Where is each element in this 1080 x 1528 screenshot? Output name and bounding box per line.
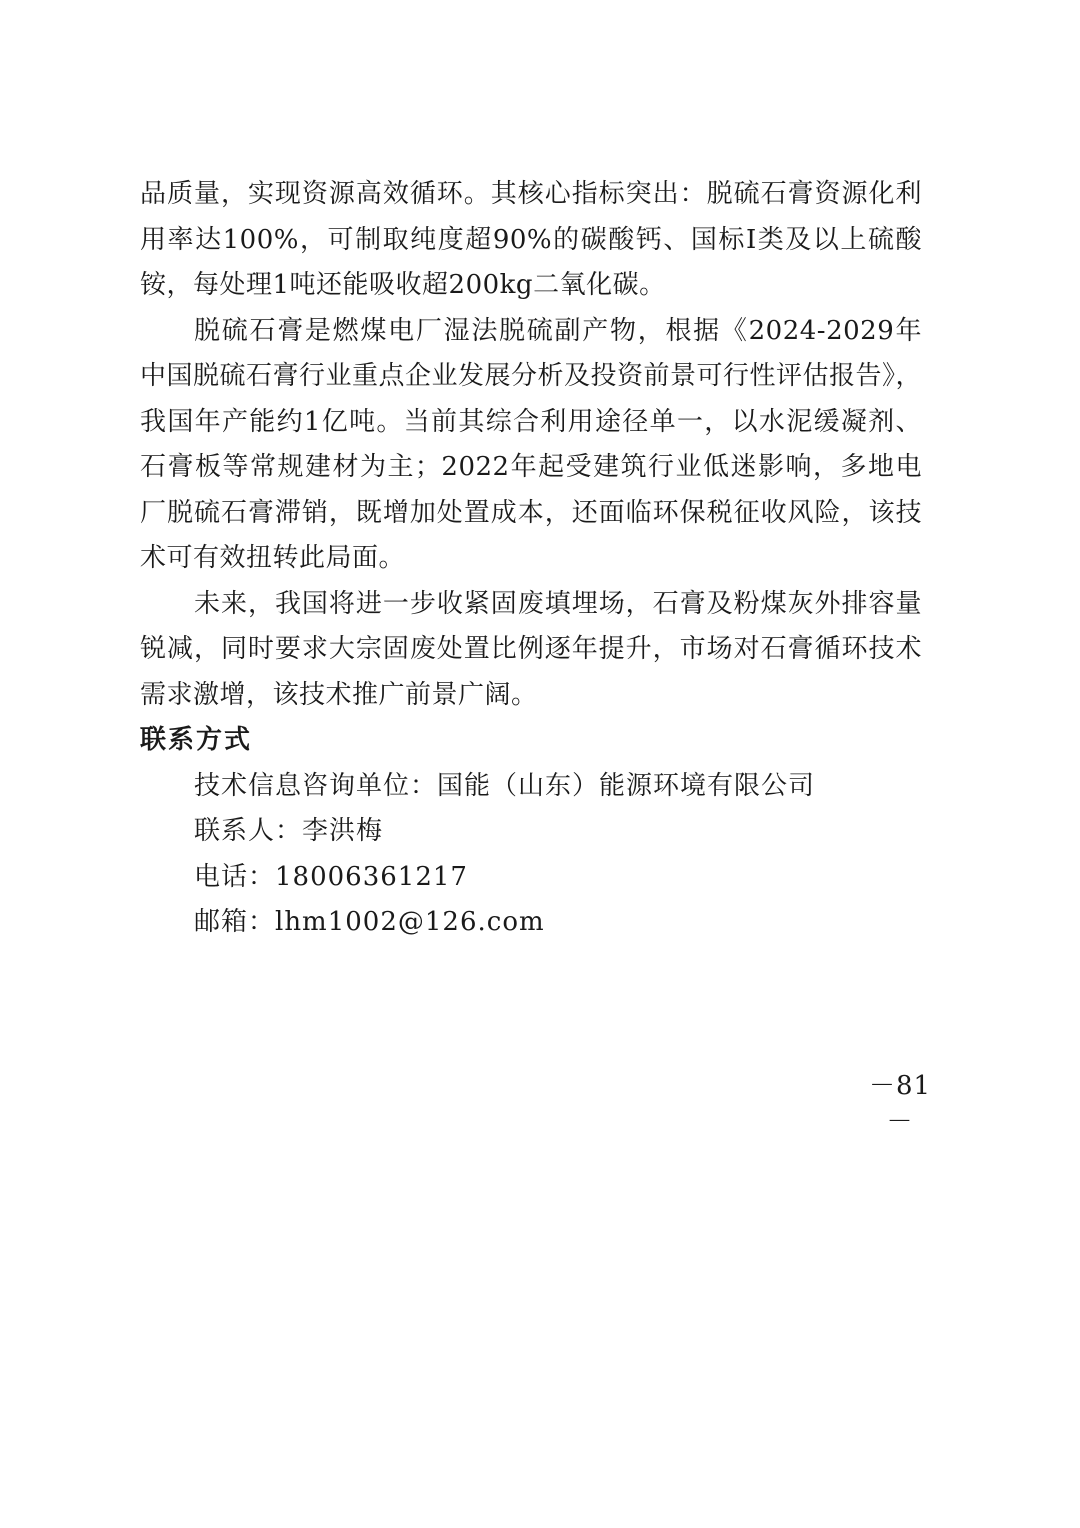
body-paragraph-2: 脱硫石膏是燃煤电厂湿法脱硫副产物，根据《2024-2029年中国脱硫石膏行业重点企业发展分析及投资前景可行性评估报告》，我国年产能约1亿吨。当前其综合利用途径单一，以水泥缓凝剂、石膏板等常规建材为主；2022年起受建筑行业低迷影响，多地电厂脱硫石膏滞销，既增加处置成本，还面临环保税征收风险，该技术可有效扭转此局面。 — [140, 315, 923, 573]
contact-unit: 技术信息咨询单位：国能（山东）能源环境有限公司 — [194, 770, 816, 801]
contact-person: 联系人：李洪梅 — [194, 816, 384, 846]
page-body — [140, 172, 922, 946]
contact-phone: 电话：18006361217 — [194, 861, 468, 892]
contact-heading: 联系方式 — [140, 725, 253, 755]
page-number: －81－ — [868, 1071, 932, 1137]
contact-email: 邮箱：lhm1002@126.com — [194, 907, 545, 937]
body-paragraph-1: 品质量，实现资源高效循环。其核心指标突出：脱硫石膏资源化利用率达100%，可制取纯度超90%的碳酸钙、国标Ⅰ类及以上硫酸铵，每处理1吨还能吸收超200kg二氧化碳。 — [140, 179, 922, 300]
body-paragraph-3: 未来，我国将进一步收紧固废填埋场，石膏及粉煤灰外排容量锐减，同时要求大宗固废处置比例逐年提升，市场对石膏循环技术需求激增，该技术推广前景广阔。 — [140, 588, 922, 710]
